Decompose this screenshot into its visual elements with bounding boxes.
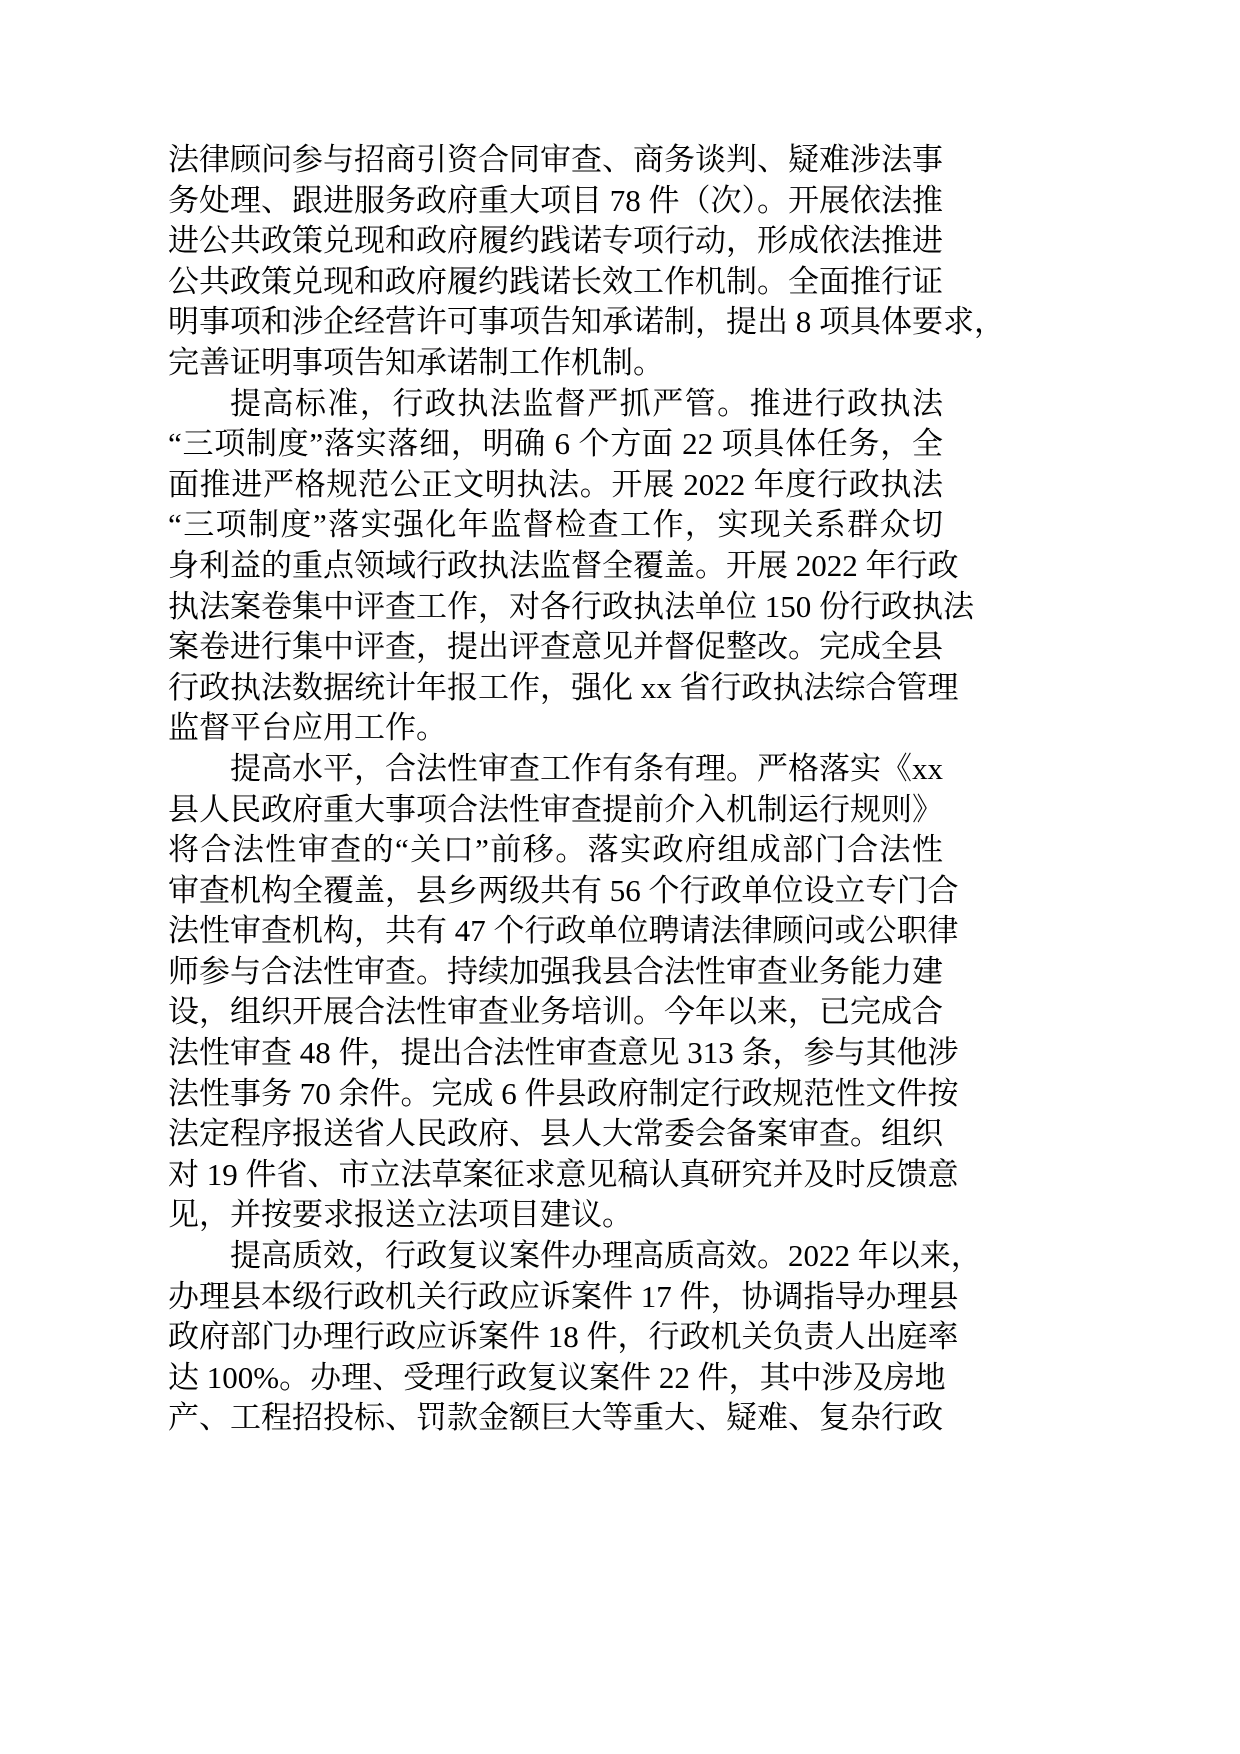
text-line: “三项制度”落实落细，明确 6 个方面 22 项具体任务，全 (168, 426, 943, 462)
text-line: 设，组织开展合法性审查业务培训。今年以来，已完成合 (168, 994, 943, 1030)
text-line: 审查机构全覆盖，县乡两级共有 56 个行政单位设立专门合 (168, 872, 959, 908)
text-line: 法性审查 48 件，提出合法性审查意见 313 条，参与其他涉 (168, 1035, 959, 1071)
paragraph-enforcement-supervision (168, 384, 974, 749)
text-line: 法律顾问参与招商引资合同审查、商务谈判、疑难涉法事 (168, 142, 943, 177)
paragraph-legal-advisors (168, 140, 1005, 384)
text-line: 产、工程招投标、罚款金额巨大等重大、疑难、复杂行政 (168, 1400, 943, 1436)
text-line: 法定程序报送省人民政府、县人大常委会备案审查。组织 (168, 1116, 943, 1152)
text-line: 对 19 件省、市立法草案征求意见稿认真研究并及时反馈意 (168, 1156, 959, 1192)
text-line: 公共政策兑现和政府履约践诺长效工作机制。全面推行证 (168, 263, 943, 299)
text-line: 法性审查机构，共有 47 个行政单位聘请法律顾问或公职律 (168, 913, 959, 949)
text-line: 完善证明事项告知承诺制工作机制。 (168, 344, 664, 380)
text-line: 行政执法数据统计年报工作，强化 xx 省行政执法综合管理 (168, 669, 959, 705)
text-line: 面推进严格规范公正文明执法。开展 2022 年度行政执法 (168, 466, 943, 502)
text-line: 见，并按要求报送立法项目建议。 (168, 1197, 633, 1233)
text-line: 提高质效，行政复议案件办理高质高效。2022 年以来， (230, 1238, 982, 1274)
text-line: 进公共政策兑现和政府履约践诺专项行动，形成依法推进 (168, 223, 943, 259)
text-line: 明事项和涉企经营许可事项告知承诺制，提出 8 项具体要求， (168, 304, 1005, 340)
text-line: 务处理、跟进服务政府重大项目 78 件（次）。开展依法推 (168, 182, 943, 218)
text-line: “三项制度”落实强化年监督检查工作，实现关系群众切 (168, 507, 943, 543)
text-line: 提高标准，行政执法监督严抓严管。推进行政执法 (230, 385, 943, 421)
document-body (168, 140, 1005, 1439)
text-line: 监督平台应用工作。 (168, 710, 447, 746)
text-line: 执法案卷集中评查工作，对各行政执法单位 150 份行政执法 (168, 588, 974, 624)
text-line: 达 100%。办理、受理行政复议案件 22 件，其中涉及房地 (168, 1359, 946, 1395)
text-line: 县人民政府重大事项合法性审查提前介入机制运行规则》 (168, 791, 943, 827)
paragraph-legality-review (168, 749, 959, 1236)
text-line: 办理县本级行政机关行政应诉案件 17 件，协调指导办理县 (168, 1278, 959, 1314)
text-line: 法性事务 70 余件。完成 6 件县政府制定行政规范性文件按 (168, 1075, 959, 1111)
text-line: 身利益的重点领域行政执法监督全覆盖。开展 2022 年行政 (168, 547, 959, 583)
text-line: 师参与合法性审查。持续加强我县合法性审查业务能力建 (168, 953, 943, 989)
text-line: 提高水平，合法性审查工作有条有理。严格落实《xx (230, 750, 943, 786)
text-line: 政府部门办理行政应诉案件 18 件，行政机关负责人出庭率 (168, 1319, 959, 1355)
text-line: 案卷进行集中评查，提出评查意见并督促整改。完成全县 (168, 629, 943, 665)
text-line: 将合法性审查的“关口”前移。落实政府组成部门合法性 (168, 832, 943, 868)
paragraph-administrative-review (168, 1236, 982, 1439)
